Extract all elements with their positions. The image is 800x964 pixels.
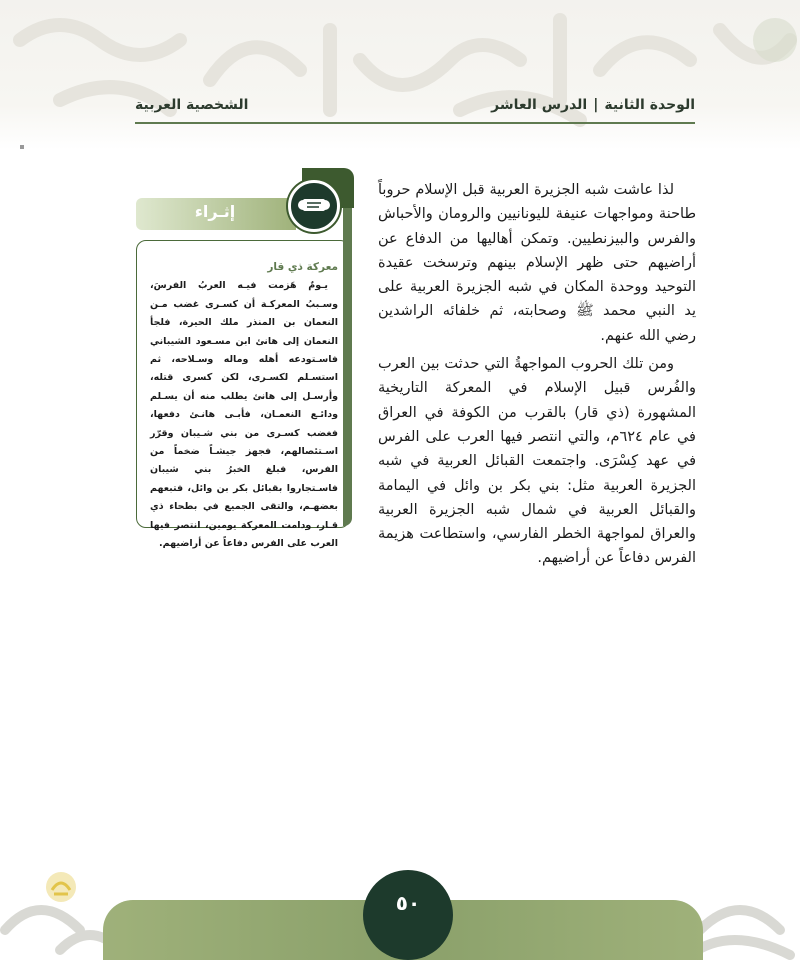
publisher-logo-icon [44,870,78,904]
main-paragraph-2: ومن تلك الحروب المواجهةُ التي حدثت بين العرب والفُرس قبيل الإسلام في المعركة التاريخية المشهورة (ذي قار) بالقرب من الكوفة في العراق في عام ٦٢٤م، والتي انتصر فيها العرب على الفرس في عهد كِسْرَى. واجتمعت القبائل العربية في شبه الجزيرة العربية مثل: بني بكر بن وائل في اليمامة والقبائل العربية في شمال شبه الجزيرة العربية والعراق لمواجهة الخطر الفارسي، واستطاعت هزيمة الفرس دفاعاً عن أراضيهم. [378,356,696,567]
header-unit: الوحدة الثانية [604,97,695,113]
enrichment-content [150,258,338,554]
header-unit-lesson [491,97,695,113]
main-text [378,178,696,575]
header-lesson: الدرس العاشر [491,97,588,113]
enrichment-body: يـومٌ هَزمت فيـه العربُ الفرسَ، وسـببُ المعركـة أن كسـرى غضب مـن النعمان بن المنذر ملك الحيرة، فلجأ النعمان إلى هانئ ابن مسـعود الشيباني فاسـتودعه أهله وماله وسـلاحه، ثم استسـلم لكسـرى، لكن كسرى قتله، وأرسـل إلى هانئ يطلب منه أن يسـلم ودائـع النعمـان، فأبـى هانـئ دفعها، فغضب كسـرى من بني شـيبان وقرّر اسـتئصالهم، فجهز جيشـاً ضخماً من الفرس، فبلغ الخبرُ بني شيبان فاسـتجاروا بقبائل بكر بن وائل، فتبعهم بعضهـم، والتقى الجميع في بطحاء ذي قـار، ودامت المعركة يومين، انتصر فيها العرب على الفرس دفاعاً عن أراضيهم. [150,280,338,550]
calligraphy-pattern-icon [0,0,800,150]
enrichment-box-stripe [343,208,352,526]
main-paragraph-1: لذا عاشت شبه الجزيرة العربية قبل الإسلام حروباً طاحنة ومواجهات عنيفة لليونانيين والرومان والأحباش والفرس والبيزنطيين. وتمكن أهاليها من الدفاع عن أراضيهم حتى ظهر الإسلام بينهم وترسخت عقيدة التوحيد ووحدة المكان في شبه الجزيرة العربية على يد النبي محمد ﷺ وصحابته، ثم خلفائه الراشدين رضي الله عنهم. [378,182,696,344]
page-number: ٥٠ [395,891,421,915]
decorative-calligraphy-background [0,0,800,150]
scroll-icon [288,180,340,232]
header-rule [135,122,695,124]
enrichment-title: إثـراء [194,202,236,221]
enrichment-heading: معركة ذي قار [267,261,338,273]
header-separator: | [593,97,599,113]
page-number-badge [363,870,453,960]
page-header [135,95,695,121]
crop-mark [20,145,24,149]
header-subject: الشخصية العربية [135,97,249,113]
